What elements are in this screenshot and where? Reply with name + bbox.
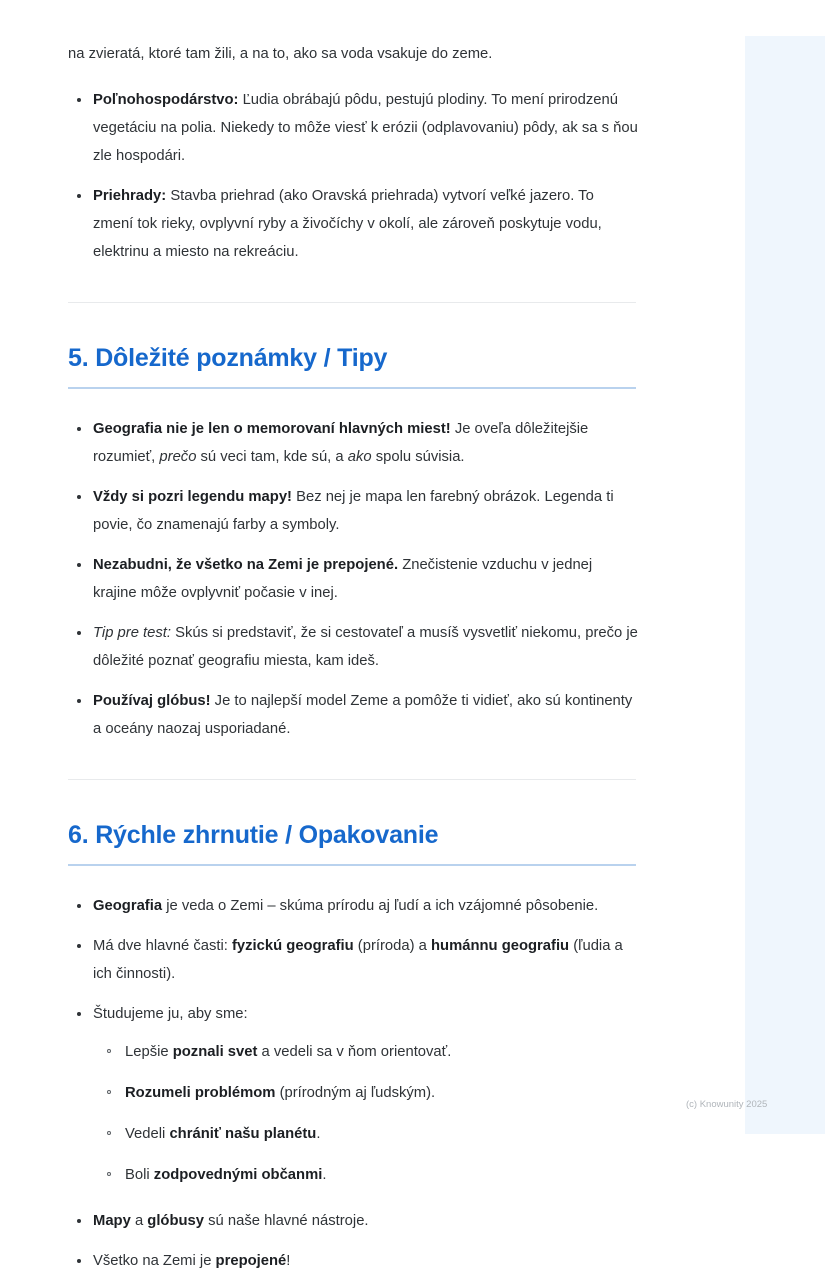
- list-item-strong: glóbusy: [147, 1213, 205, 1229]
- list-item-strong: prepojené: [215, 1253, 287, 1269]
- list-item: [68, 932, 638, 988]
- list-item-lead: Nezabudni, že všetko na Zemi je prepojené.: [93, 557, 399, 573]
- list-item: [68, 551, 638, 607]
- list-item-strong: humánnu geografiu: [431, 938, 570, 954]
- list-item-lead-italic: Tip pre test:: [93, 625, 171, 641]
- document-content: [68, 0, 638, 1275]
- human-impact-list: [68, 86, 638, 266]
- list-item-text: Znečistenie vzduchu v jednej krajine môže ovplyvniť počasie v inej.: [93, 557, 593, 601]
- footer-copyright: (c) Knowunity 2025: [686, 1099, 768, 1110]
- sub-item-text: a vedeli sa v ňom orientovať.: [257, 1044, 452, 1060]
- sub-list-item: [93, 1161, 638, 1189]
- sub-item-text: .: [322, 1167, 327, 1183]
- list-item-emphasis: prečo: [159, 449, 197, 465]
- section-title-6: 6. Rýchle zhrnutie / Opakovanie: [68, 821, 439, 849]
- continued-paragraph: na zvieratá, ktoré tam žili, a na to, ako sa voda vsakuje do zeme.: [68, 46, 493, 62]
- list-item-text: sú veci tam, kde sú, a: [196, 449, 348, 465]
- list-item: [68, 415, 638, 471]
- list-item: [68, 892, 638, 920]
- sub-list-item: [93, 1079, 638, 1107]
- list-item-strong: fyzickú geografiu: [232, 938, 354, 954]
- list-item-text: spolu súvisia.: [371, 449, 465, 465]
- list-item-text: Skús si predstaviť, že si cestovateľ a musíš vysvetliť niekomu, prečo je dôležité poznať geografiu miesta, kam ideš.: [93, 625, 638, 669]
- sub-item-text: Boli: [125, 1167, 154, 1183]
- list-item-text: Má dve hlavné časti:: [93, 938, 232, 954]
- list-item: [68, 483, 638, 539]
- list-item-text: Je oveľa dôležitejšie rozumieť,: [93, 421, 589, 465]
- list-item-lead: Vždy si pozri legendu mapy!: [93, 489, 292, 505]
- summary-list: [68, 892, 638, 1275]
- summary-sublist: [93, 1038, 638, 1189]
- list-item-text: !: [286, 1253, 291, 1269]
- sub-item-strong: zodpovednými občanmi: [153, 1167, 323, 1183]
- list-item-text: sú naše hlavné nástroje.: [204, 1213, 369, 1229]
- list-item-text: Študujeme ju, aby sme:: [93, 1006, 248, 1022]
- list-item: [68, 182, 638, 266]
- list-item-text: Všetko na Zemi je: [93, 1253, 216, 1269]
- tips-list: [68, 415, 638, 743]
- list-item-text: a: [130, 1213, 148, 1229]
- list-item: [68, 1247, 638, 1275]
- list-item-lead: Geografia: [93, 898, 163, 914]
- list-item-lead: Používaj glóbus!: [93, 693, 211, 709]
- sub-list-item: [93, 1120, 638, 1148]
- list-item: [68, 687, 638, 743]
- list-item-text: Je to najlepší model Zeme a pomôže ti vidieť, ako sú kontinenty a oceány naozaj usporiadané.: [93, 693, 633, 737]
- sub-item-text: Lepšie: [125, 1044, 173, 1060]
- list-item-emphasis: ako: [347, 449, 372, 465]
- list-item-text: je veda o Zemi – skúma prírodu aj ľudí a ich vzájomné pôsobenie.: [162, 898, 599, 914]
- section-title-5: 5. Dôležité poznámky / Tipy: [68, 344, 388, 372]
- sub-item-strong: Rozumeli problémom: [125, 1085, 276, 1101]
- list-item-lead: Priehrady:: [93, 188, 167, 204]
- list-item: [68, 86, 638, 170]
- list-item: [68, 1207, 638, 1235]
- sub-item-text: Vedeli: [125, 1126, 170, 1142]
- sub-item-strong: poznali svet: [172, 1044, 258, 1060]
- sub-item-text: .: [316, 1126, 321, 1142]
- list-item-text: Stavba priehrad (ako Oravská priehrada) vytvorí veľké jazero. To zmení tok rieky, ovplyvní ryby a živočíchy v okolí, ale zároveň poskytuje vodu, elektrinu a miesto na rekreáciu.: [93, 188, 602, 260]
- sub-list-item: [93, 1038, 638, 1066]
- list-item: [68, 1000, 638, 1189]
- list-item-text: Ľudia obrábajú pôdu, pestujú plodiny. To mení prirodzenú vegetáciu na polia. Niekedy to môže viesť k erózii (odplavovaniu) pôdy, ak sa s ňou zle hospodári.: [93, 92, 638, 164]
- list-item-lead: Geografia nie je len o memorovaní hlavných miest!: [93, 421, 451, 437]
- list-item-strong: Mapy: [93, 1213, 131, 1229]
- side-panel[interactable]: [745, 36, 825, 1134]
- sub-item-strong: chrániť našu planétu: [169, 1126, 317, 1142]
- list-item-lead: Poľnohospodárstvo:: [93, 92, 239, 108]
- list-item: [68, 619, 638, 675]
- list-item-text: (príroda) a: [353, 938, 431, 954]
- sub-item-text: (prírodným aj ľudským).: [275, 1085, 436, 1101]
- list-item-text: Bez nej je mapa len farebný obrázok. Legenda ti povie, čo znamenajú farby a symboly.: [93, 489, 614, 533]
- list-item-text: (ľudia a ich činnosti).: [93, 938, 623, 982]
